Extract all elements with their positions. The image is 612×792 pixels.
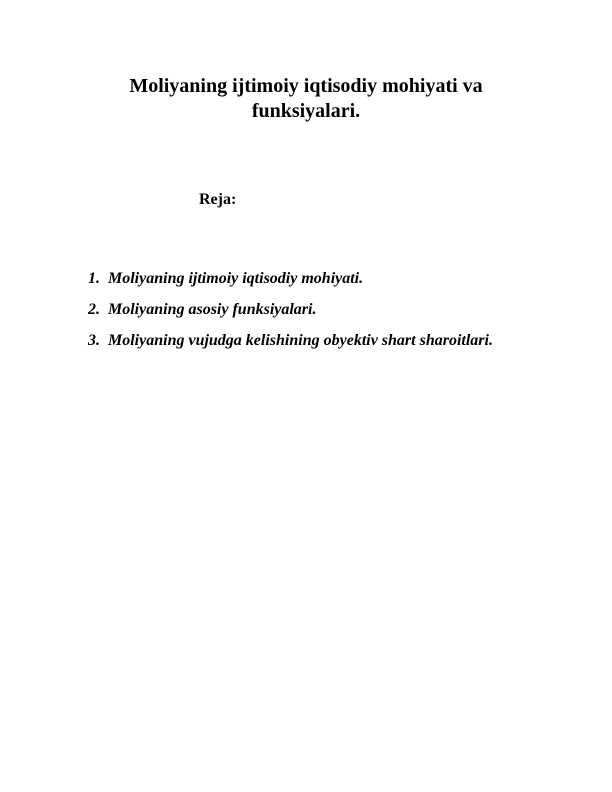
plan-heading: Reja: xyxy=(199,191,237,208)
plan-item-1 xyxy=(88,263,540,294)
plan-item-text: Moliyaning ijtimoiy iqtisodiy mohiyati. xyxy=(108,270,364,287)
plan-item-number: 1. xyxy=(88,270,100,287)
plan-item-number: 3. xyxy=(88,332,100,349)
plan-item-3 xyxy=(88,325,540,356)
plan-item-2 xyxy=(88,294,540,325)
document-title: Moliyaning ijtimoiy iqtisodiy mohiyati va funksiyalari. xyxy=(129,75,483,122)
plan-item-text: Moliyaning asosiy funksiyalari. xyxy=(108,301,317,318)
plan-list xyxy=(88,263,540,356)
plan-item-text: Moliyaning vujudga kelishining obyektiv shart sharoitlari. xyxy=(108,332,493,349)
plan-item-number: 2. xyxy=(88,301,100,318)
